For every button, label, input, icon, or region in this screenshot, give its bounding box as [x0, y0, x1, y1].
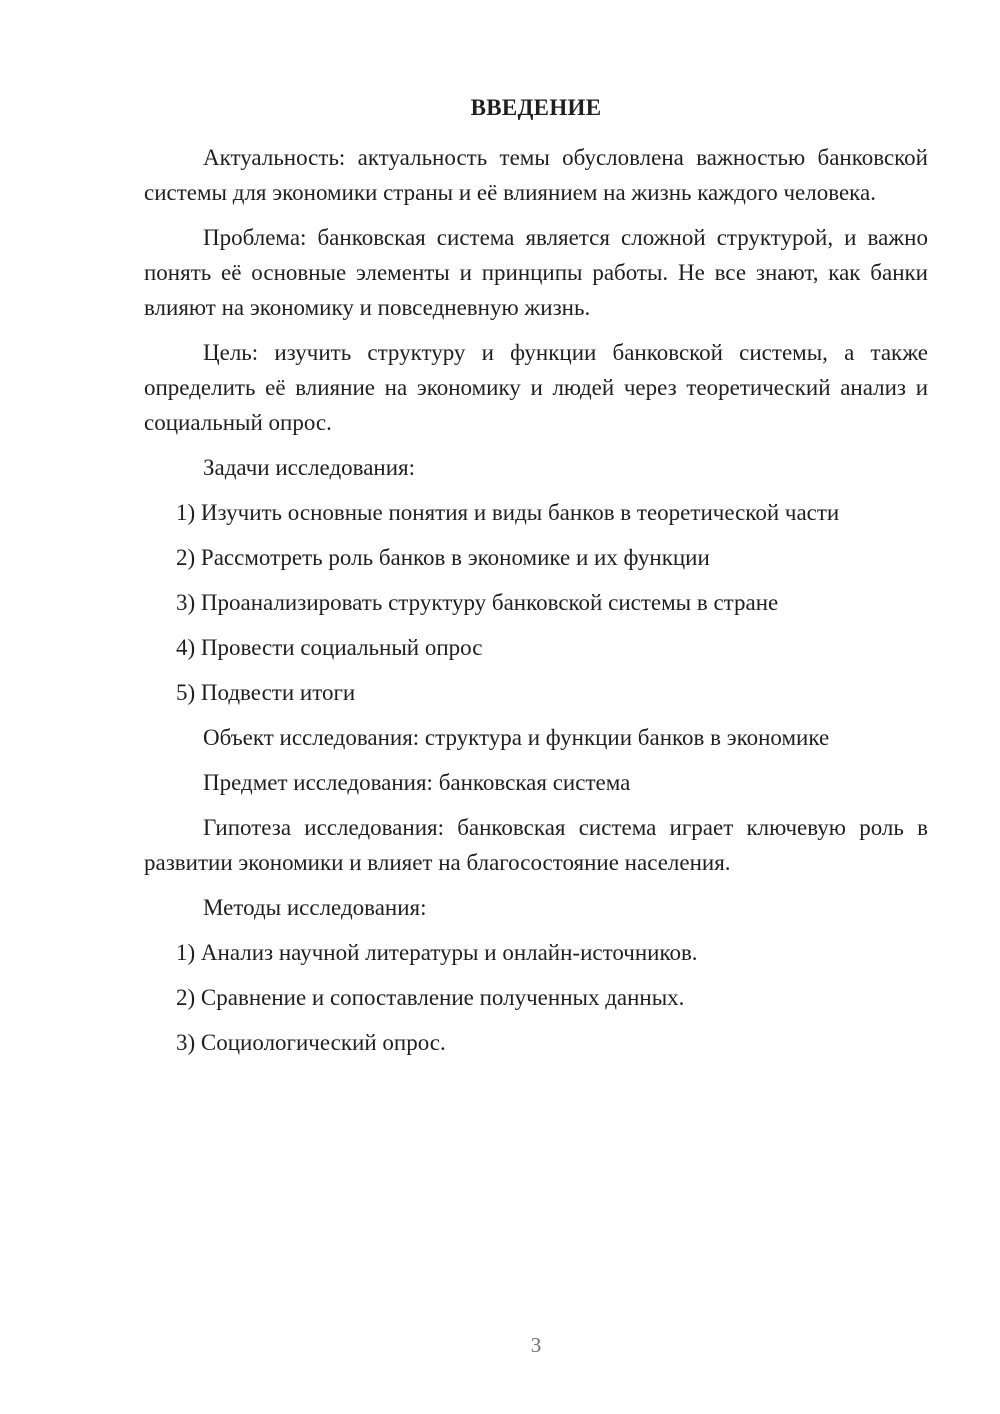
relevance-paragraph: Актуальность: актуальность темы обусловлена важностью банковской системы для экономики страны и её влиянием на жизнь каждого человека. [144, 145, 928, 205]
document-body [144, 140, 928, 1070]
task-item: 5) Подвести итоги [176, 680, 356, 705]
hypothesis-paragraph: Гипотеза исследования: банковская система играет ключевую роль в развитии экономики и влияет на благосостояние населения. [144, 815, 928, 875]
task-item: 2) Рассмотреть роль банков в экономике и их функции [176, 545, 710, 570]
problem-paragraph: Проблема: банковская система является сложной структурой, и важно понять её основные элементы и принципы работы. Не все знают, как банки влияют на экономику и повседневную жизнь. [144, 225, 928, 320]
object-paragraph: Объект исследования: структура и функции банков в экономике [203, 725, 830, 750]
method-item: 2) Сравнение и сопоставление полученных данных. [176, 985, 685, 1010]
task-item: 4) Провести социальный опрос [176, 635, 483, 660]
page-title: ВВЕДЕНИЕ [470, 95, 602, 120]
tasks-heading: Задачи исследования: [203, 455, 416, 480]
subject-paragraph: Предмет исследования: банковская система [203, 770, 631, 795]
page-number: 3 [530, 1333, 542, 1357]
methods-heading: Методы исследования: [203, 895, 427, 920]
goal-paragraph: Цель: изучить структуру и функции банковской системы, а также определить её влияние на экономику и людей через теоретический анализ и социальный опрос. [144, 340, 928, 435]
task-item: 3) Проанализировать структуру банковской системы в стране [176, 590, 779, 615]
task-item: 1) Изучить основные понятия и виды банков в теоретической части [176, 500, 840, 525]
method-item: 3) Социологический опрос. [176, 1030, 446, 1055]
method-item: 1) Анализ научной литературы и онлайн-источников. [176, 940, 698, 965]
